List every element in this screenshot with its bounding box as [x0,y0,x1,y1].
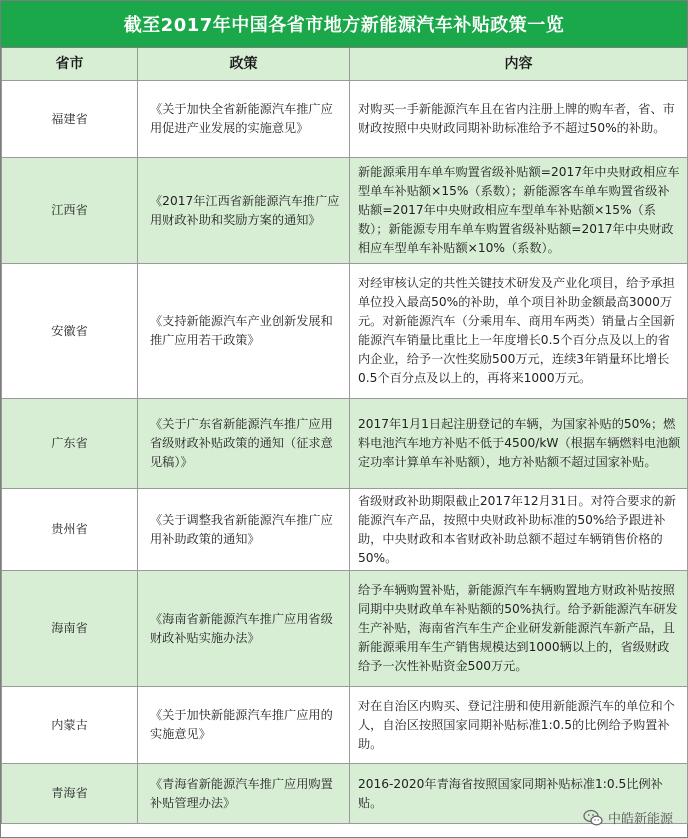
table-row [2,687,688,764]
table-row [2,571,688,687]
content-cell: 给予车辆购置补贴，新能源汽车车辆购置地方财政补贴按照同期中央财政单车补贴额的50%执行。给予新能源汽车研发生产补贴，海南省汽车生产企业研发新能源汽车新产品，且新能源乘用车生产销售规模达到1000辆以上的，省级财政给予一次性补贴资金500万元。 [350,571,688,687]
table-row [2,264,688,399]
table-row [2,399,688,489]
province-cell: 内蒙古 [2,687,138,764]
header-province: 省市 [2,48,138,81]
content-cell: 对购买一手新能源汽车且在省内注册上牌的购车者，省、市财政按照中央财政同期补助标准给予不超过50%的补助。 [350,81,688,158]
policy-cell: 《关于加快全省新能源汽车推广应用促进产业发展的实施意见》 [138,81,350,158]
policy-table [1,48,688,824]
policy-cell: 《关于广东省新能源汽车推广应用省级财政补贴政策的通知（征求意见稿）》 [138,399,350,489]
policy-cell: 《青海省新能源汽车推广应用购置补贴管理办法》 [138,764,350,824]
content-cell: 2017年1月1日起注册登记的车辆，为国家补贴的50%；燃料电池汽车地方补贴不低于4500/kW（根据车辆燃料电池额定功率计算单车补贴额），地方补贴额不超过国家补贴。 [350,399,688,489]
table-title: 截至2017年中国各省市地方新能源汽车补贴政策一览 [1,1,687,48]
header-row [2,48,688,81]
wechat-icon [583,809,603,827]
policy-cell: 《关于调整我省新能源汽车推广应用补助政策的通知》 [138,489,350,571]
watermark-text: 中皓新能源 [607,812,673,827]
policy-cell: 《支持新能源汽车产业创新发展和推广应用若干政策》 [138,264,350,399]
policy-cell: 《2017年江西省新能源汽车推广应用财政补助和奖励方案的通知》 [138,158,350,264]
table-row [2,489,688,571]
province-cell: 江西省 [2,158,138,264]
province-cell: 海南省 [2,571,138,687]
province-cell: 广东省 [2,399,138,489]
content-cell: 省级财政补助期限截止2017年12月31日。对符合要求的新能源汽车产品，按照中央财政补助标准的50%给予跟进补助，中央财政和本省财政补助总额不超过车辆销售价格的50%。 [350,489,688,571]
policy-cell: 《关于加快新能源汽车推广应用的实施意见》 [138,687,350,764]
table-row [2,81,688,158]
content-cell: 对在自治区内购买、登记注册和使用新能源汽车的单位和个人，自治区按照国家同期补贴标准1:0.5的比例给予购置补助。 [350,687,688,764]
content-cell: 对经审核认定的共性关键技术研发及产业化项目，给予承担单位投入最高50%的补助，单个项目补助金额最高3000万元。对新能源汽车（分乘用车、商用车两类）销量占全国新能源汽车销量比重比上一年度增长0.5个百分点及以上的省内企业，给予一次性奖励500万元，连续3年销量环比增长0.5个百分点及以上的，再将来1000万元。 [350,264,688,399]
province-cell: 安徽省 [2,264,138,399]
content-cell: 2016-2020年青海省按照国家同期补贴标准1:0.5比例补贴。 [350,764,688,824]
province-cell: 青海省 [2,764,138,824]
header-policy: 政策 [138,48,350,81]
province-cell: 福建省 [2,81,138,158]
table-row [2,158,688,264]
policy-cell: 《海南省新能源汽车推广应用省级财政补贴实施办法》 [138,571,350,687]
watermark [583,808,673,827]
province-cell: 贵州省 [2,489,138,571]
content-cell: 新能源乘用车单车购置省级补贴额=2017年中央财政相应车型单车补贴额×15%（系数）；新能源客车单车购置省级补贴额=2017年中央财政相应车型单车补贴额×15%（系数）；新能源专用车单车购置省级补贴额=2017年中央财政相应车型单车补贴额×10%（系数）。 [350,158,688,264]
header-content: 内容 [350,48,688,81]
